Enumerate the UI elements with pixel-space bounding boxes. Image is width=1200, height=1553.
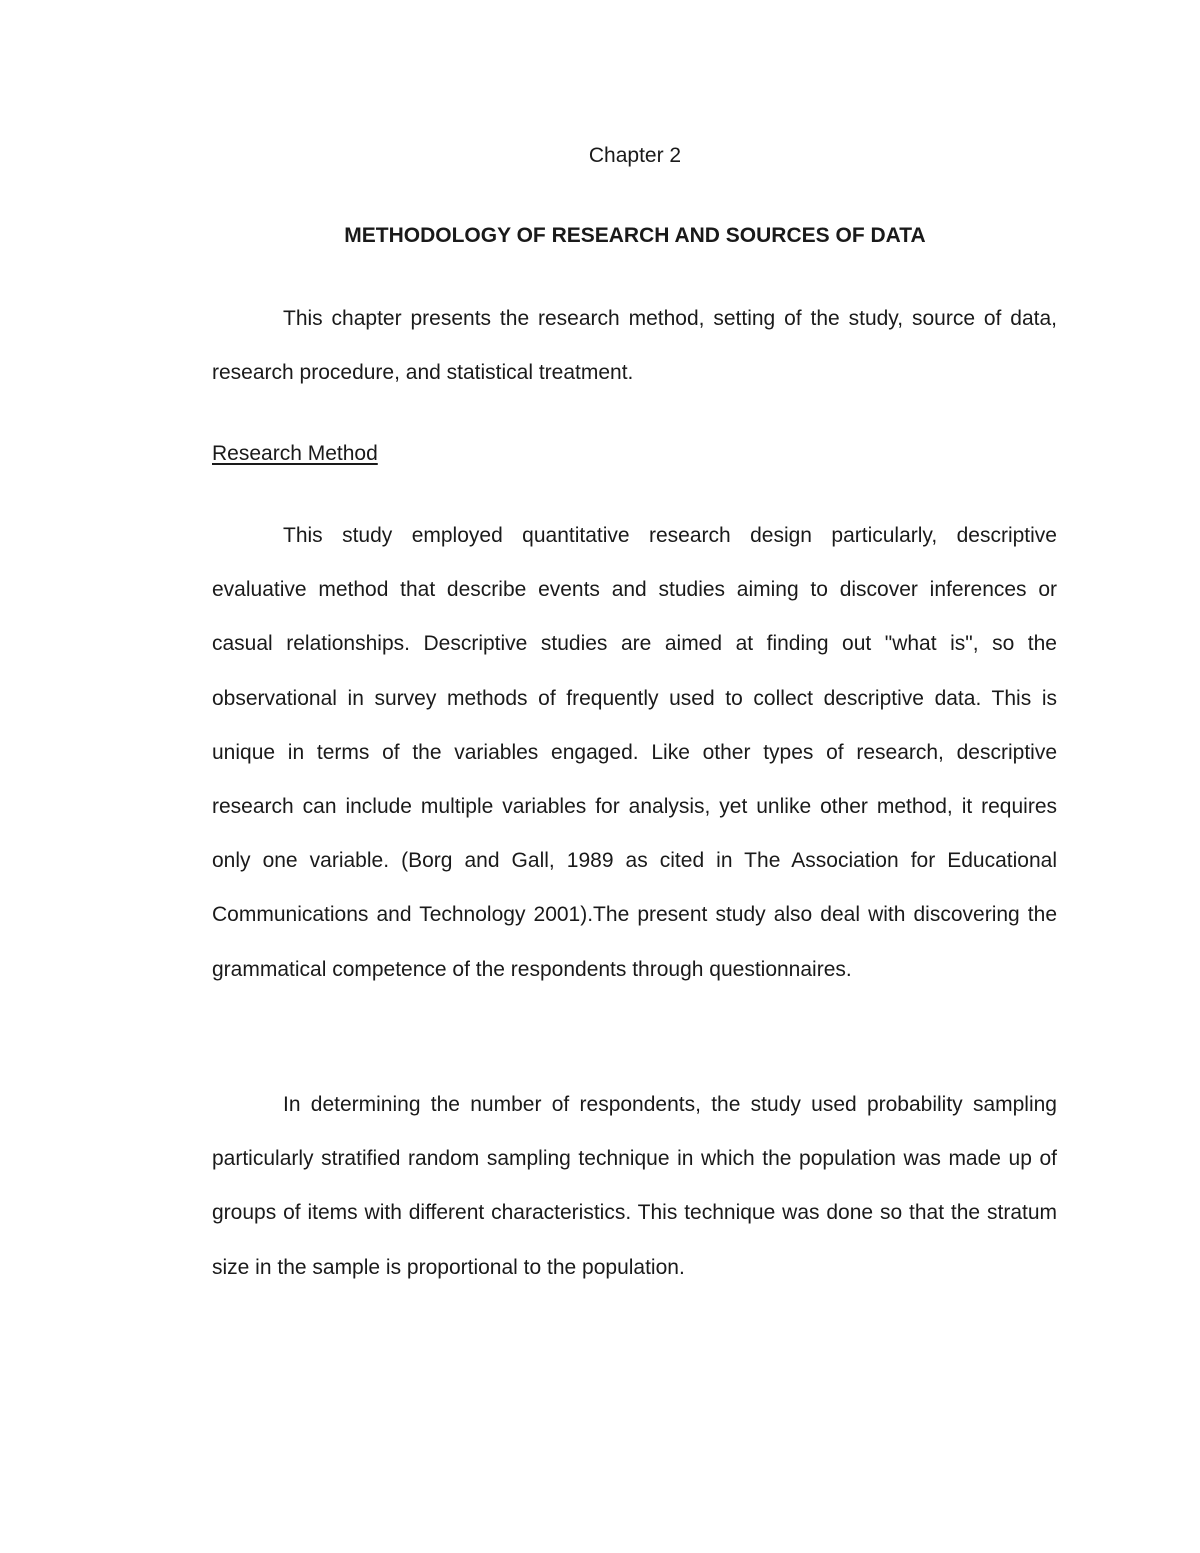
body-paragraph: In determining the number of respondents, the study used probability sampling particularly stratified random sampling technique in which the population was made up of groups of items with different characteristics. This technique was done so that the stratum size in the sample is proportional to the population. [212, 1093, 1057, 1279]
intro-paragraph: This chapter presents the research method, setting of the study, source of data, research procedure, and statistical treatment. [212, 307, 1057, 385]
chapter-label: Chapter 2 [588, 144, 682, 167]
section-heading-research-method: Research Method [212, 442, 378, 465]
chapter-title: METHODOLOGY OF RESEARCH AND SOURCES OF DATA [344, 224, 926, 247]
body-paragraph: This study employed quantitative research design particularly, descriptive evaluative method that describe events and studies aiming to discover inferences or casual relationships. Descriptive studies are aimed at finding out "what is", so the observational in survey methods of frequently used to collect descriptive data. This is unique in terms of the variables engaged. Like other types of research, descriptive research can include multiple variables for analysis, yet unlike other method, it requires only one variable. (Borg and Gall, 1989 as cited in The Association for Educational Communications and Technology 2001).The present study also deal with discovering the grammatical competence of the respondents through questionnaires. [212, 524, 1057, 981]
